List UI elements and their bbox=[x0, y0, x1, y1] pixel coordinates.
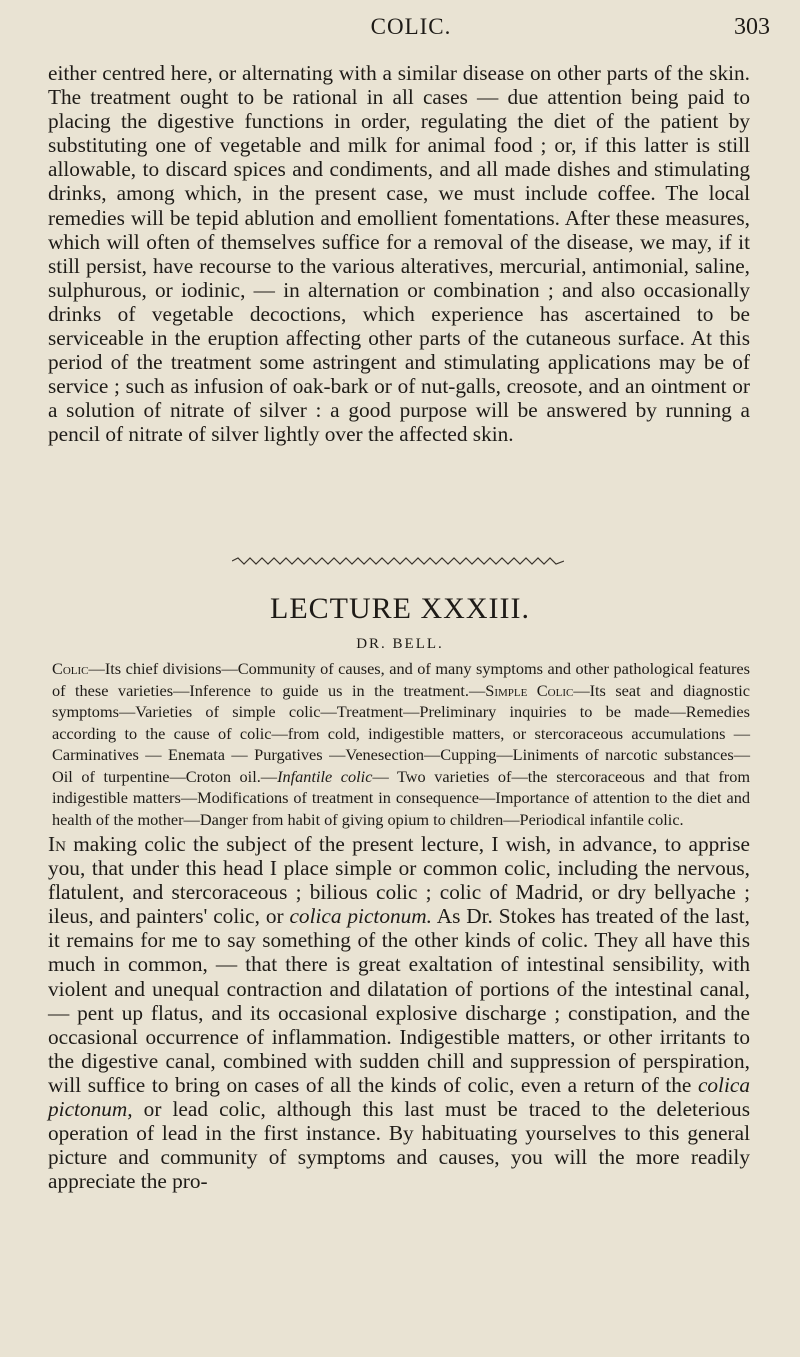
summary-infantile-colic: Infantile colic bbox=[277, 766, 373, 786]
lecturer-name: DR. BELL. bbox=[356, 636, 444, 652]
lecture-summary bbox=[52, 658, 750, 830]
summary-simple-colic: Simple Colic bbox=[485, 680, 574, 700]
running-head bbox=[52, 14, 770, 44]
ornamental-divider bbox=[232, 557, 564, 565]
paragraph-2-text-a: making colic the subject of the present lecture, I wish, in advance, to apprise you, that under this head I place simple or common colic, including the nervous, flatulent, and stercoraceous ; bilious colic ; colic of Madrid, or dry bellyache ; ileus, and painters' colic, or bbox=[48, 832, 750, 929]
paragraph-2-italic-b: colica pictonum, bbox=[48, 1072, 750, 1122]
paragraph-2-text-b: As Dr. Stokes has treated of the last, it remains for me to say something of the other kinds of colic. They all have this much in common, — that there is great exaltation of intestinal sensibility, with violent and unequal contraction and dilatation of portions of the intestinal canal, — pent up flatus, and its occasional explosive discharge ; constipation, and the occasional occurrence of inflammation. Indigestible matters, or other irritants to the digestive canal, combined with sudden chill and suppression of perspiration, will suffice to bring on cases of all the kinds of colic, even a return of the bbox=[48, 904, 751, 1097]
running-title: COLIC. bbox=[370, 14, 452, 39]
summary-part-2: —Its seat and diagnostic symptoms—Varieties of simple colic—Treatment—Preliminary inquiries to be made—Remedies according to the cause of colic—from cold, indigestible matters, or stercoraceous accumulations —Carminatives — Enemata — Purgatives —Venesection—Cupping—Liniments of narcotic substances—Oil of turpentine—Croton oil.— bbox=[52, 680, 751, 786]
summary-lead-word: Colic bbox=[52, 659, 89, 678]
summary-part-3: — Two varieties of—the stercoraceous and that from indigestible matters—Modifications of treatment in consequence—Importance of attention to the diet and health of the mother—Danger from habit of giving opium to children—Periodical infantile colic. bbox=[52, 766, 751, 829]
paragraph-lecture-opening bbox=[48, 832, 750, 1193]
lecture-title: LECTURE XXXIII. bbox=[270, 592, 530, 625]
summary-part-1: —Its chief divisions—Community of causes, and of many symptoms and other pathological features of these varieties—Inference to guide us in the treatment.— bbox=[52, 659, 750, 700]
paragraph-2-text-c: or lead colic, although this last must be traced to the deleterious operation of lead in the first instance. By habituating yourselves to this general picture and community of symptoms and causes, you will the more readily appreciate the pro- bbox=[48, 1097, 750, 1194]
page-number: 303 bbox=[734, 14, 770, 40]
paragraph-2-italic-a: colica pictonum. bbox=[289, 904, 432, 929]
opening-lead-word: In bbox=[48, 832, 66, 856]
paragraph-continued: either centred here, or alternating with a similar disease on other parts of the skin. The treatment ought to be rational in all cases — due attention being paid to placing the digestive functions in order, regulating the diet of the patient by substituting one of vegetable and milk for animal food ; or, if this latter is still allowable, to discard spices and condiments, and all made dishes and stimulating drinks, among which, in the present case, we must include coffee. The local remedies will be tepid ablution and emollient fomentations. After these measures, which will often of themselves suffice for a removal of the disease, we may, if it still persist, have recourse to the various alteratives, mercurial, antimonial, saline, sulphurous, or iodinic, — in alternation or combination ; and also occasionally drinks of vegetable decoctions, which experience has ascertained to be serviceable in the eruption affecting other parts of the cutaneous surface. At this period of the treatment some astringent and stimulating applications may be of service ; such as infusion of oak-bark or of nut-galls, creosote, and an ointment or a solution of nitrate of silver : a good purpose will be answered by running a pencil of nitrate of silver lightly over the affected skin. bbox=[48, 61, 750, 447]
